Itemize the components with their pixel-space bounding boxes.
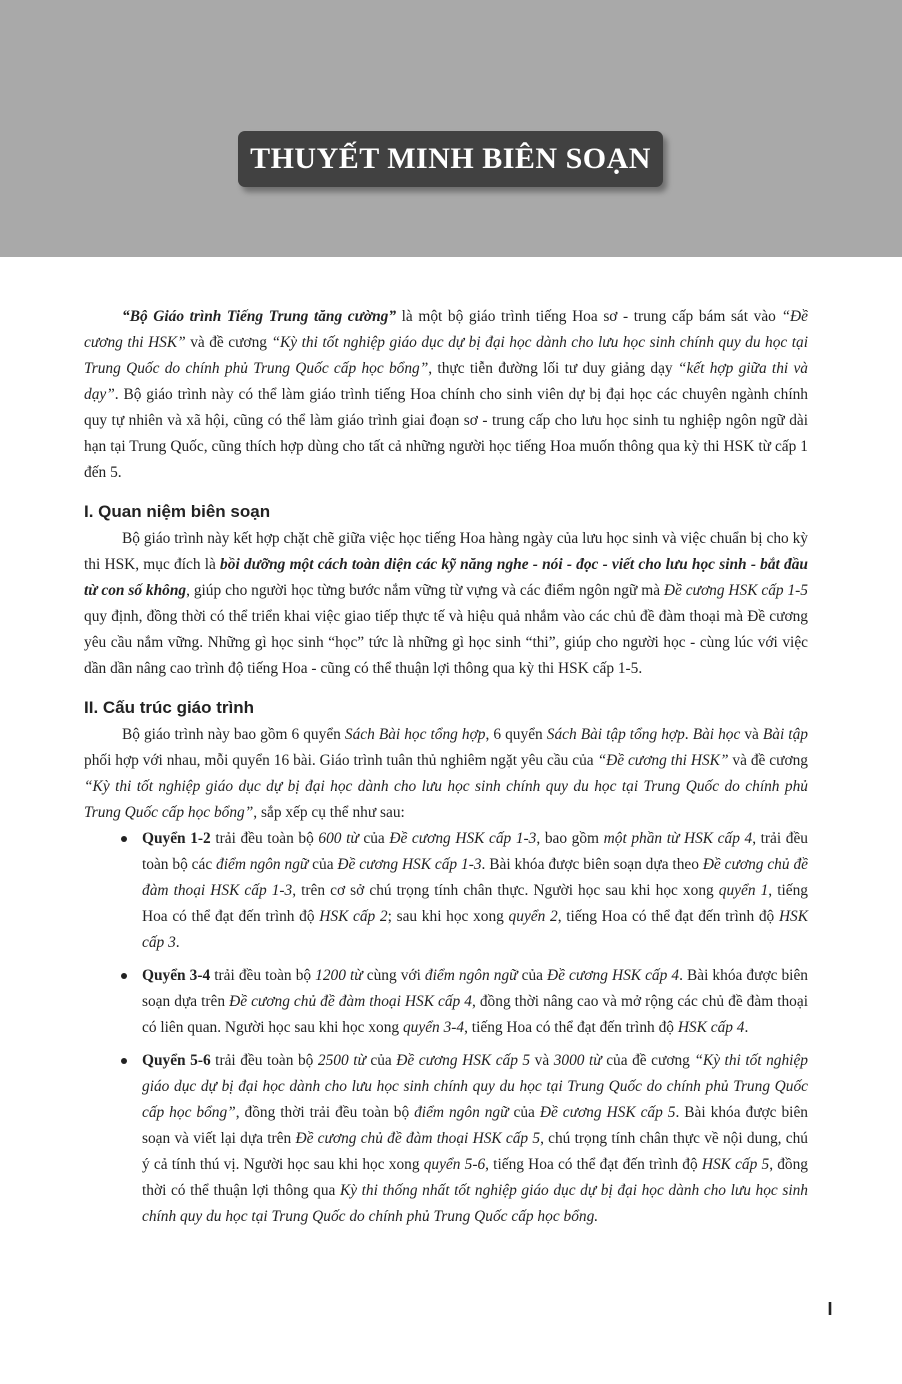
section-1-paragraph bbox=[84, 526, 808, 682]
volume-list bbox=[84, 826, 808, 1230]
text-run: của bbox=[517, 967, 548, 984]
text-run: Đề cương HSK cấp 1-3 bbox=[337, 856, 482, 873]
text-run: , giúp cho người học từng bước nắm vững từ vựng và các điểm ngôn ngữ mà bbox=[186, 582, 664, 599]
text-run: , tiếng Hoa có thể đạt đến trình độ bbox=[464, 1019, 678, 1036]
text-run: , đồng thời nâng cao và mở rộng các chủ đề đàm thoại có liên quan. Người học sau khi học xong bbox=[142, 993, 808, 1036]
content bbox=[84, 304, 808, 1237]
text-run: Đề cương HSK cấp 4 bbox=[547, 967, 680, 984]
page-title: THUYẾT MINH BIÊN SOẠN bbox=[250, 142, 651, 175]
text-run: , trên cơ sở chú trọng tính chân thực. Người học sau khi học xong bbox=[292, 882, 719, 899]
text-run: của bbox=[365, 1052, 397, 1069]
text-run: Bộ giáo trình này bao gồm 6 quyển bbox=[122, 726, 345, 743]
text-run: Đề cương HSK cấp 5 bbox=[396, 1052, 531, 1069]
text-run: , bao gồm bbox=[536, 830, 604, 847]
text-run: HSK cấp 4 bbox=[677, 1019, 745, 1036]
text-run: “kết hợp giữa thi và dạy” bbox=[84, 360, 808, 403]
section-2-heading: II. Cấu trúc giáo trình bbox=[84, 698, 255, 717]
text-run: Sách Bài tập tổng hợp bbox=[546, 726, 685, 743]
text-run: Đề cương HSK cấp 1-3 bbox=[389, 830, 537, 847]
text-run: của đề cương bbox=[601, 1052, 695, 1069]
text-run: “Kỳ thi tốt nghiệp giáo dục dự bị đại học dành cho lưu học sinh chính quy du học tại Trung Quốc do chính phủ Trung Quốc cấp học bổng” bbox=[84, 334, 808, 377]
text-run: một phần từ HSK cấp 4 bbox=[603, 830, 753, 847]
header-band bbox=[0, 0, 902, 257]
text-run: 1200 từ bbox=[315, 967, 363, 984]
text-run: quyển 3-4 bbox=[402, 1019, 465, 1036]
text-run: điểm ngôn ngữ bbox=[216, 856, 309, 873]
text-run: là một bộ giáo trình tiếng Hoa sơ - trung cấp bám sát vào bbox=[396, 308, 782, 325]
text-run: Đề cương chủ đề đàm thoại HSK cấp 5 bbox=[295, 1130, 541, 1147]
text-run: phối hợp với nhau, mỗi quyển 16 bài. Giáo trình tuân thủ nghiêm ngặt yêu cầu của bbox=[84, 752, 598, 769]
text-run: “Đề cương thi HSK” bbox=[84, 308, 808, 351]
title-box bbox=[238, 131, 663, 187]
text-run: , 6 quyển bbox=[485, 726, 547, 743]
text-run: , tiếng Hoa có thể đạt đến trình độ bbox=[557, 908, 779, 925]
text-run: quy định, đồng thời có thể triển khai việc giao tiếp thực tế và hiệu quả nhắm vào các chủ đề đàm thoại mà Đề cương yêu cầu nắm vững. Những gì học sinh “học” tức là những gì học sinh “thi”, giúp cho người học - cùng lúc với việc dần dần nâng cao trình độ tiếng Hoa - cũng có thể thuận lợi thông qua kỳ thi HSK cấp 1-5. bbox=[84, 608, 808, 677]
text-run: cùng với bbox=[362, 967, 425, 984]
text-run: “Bộ Giáo trình Tiếng Trung tăng cường” bbox=[122, 308, 397, 325]
text-run: . bbox=[684, 726, 693, 743]
text-run: và bbox=[740, 726, 763, 743]
text-run: và đề cương bbox=[728, 752, 808, 769]
text-run: . bbox=[744, 1019, 749, 1036]
text-run: “Kỳ thi tốt nghiệp giáo dục dự bị đại học dành cho lưu học sinh chính quy du học tại Trung Quốc do chính phủ Trung Quốc cấp học bổng” bbox=[142, 1052, 808, 1121]
text-run: HSK cấp 3 bbox=[142, 908, 809, 951]
text-run: Kỳ thi thống nhất tốt nghiệp giáo dục dự bị đại học dành cho lưu học sinh chính quy du học tại Trung Quốc do chính phủ Trung Quốc cấp học bổng. bbox=[142, 1182, 808, 1225]
text-run: trải đều toàn bộ bbox=[210, 967, 316, 984]
text-run: và đề cương bbox=[185, 334, 272, 351]
text-run: Sách Bài học tổng hợp bbox=[344, 726, 486, 743]
text-run: . Bài khóa được biên soạn dựa theo bbox=[481, 856, 703, 873]
text-run: quyển 5-6 bbox=[423, 1156, 486, 1173]
text-run: 3000 từ bbox=[553, 1052, 602, 1069]
text-run: “Đề cương thi HSK” bbox=[597, 752, 729, 769]
text-run: quyển 1 bbox=[718, 882, 769, 899]
text-run: , tiếng Hoa có thể đạt đến trình độ bbox=[142, 882, 808, 925]
text-run: Quyển 3-4 bbox=[142, 967, 211, 984]
text-run: , đồng thời trải đều toàn bộ bbox=[235, 1104, 415, 1121]
text-run: . Bộ giáo trình này có thể làm giáo trình tiếng Hoa chính cho sinh viên dự bị đại học các chuyên ngành chính quy tự nhiên và xã hội, cũng có thể làm giáo trình giai đoạn sơ - trung cấp cho lưu học sinh tu nghiệp ngôn ngữ dài hạn tại Trung Quốc, cũng thích hợp dùng cho tất cả những người học tiếng Hoa muốn thông qua kỳ thi HSK từ cấp 1 đến 5. bbox=[84, 386, 808, 481]
text-run: của bbox=[508, 1104, 540, 1121]
text-run: 600 từ bbox=[318, 830, 359, 847]
list-item bbox=[142, 1048, 808, 1230]
text-run: . Bài khóa được biên soạn dựa trên bbox=[142, 967, 808, 1010]
text-run: ; sau khi học xong bbox=[387, 908, 509, 925]
text-run: , tiếng Hoa có thể đạt đến trình độ bbox=[485, 1156, 702, 1173]
text-run: của bbox=[358, 830, 390, 847]
text-run: Đề cương chủ đề đàm thoại HSK cấp 4 bbox=[229, 993, 472, 1010]
list-item bbox=[142, 963, 808, 1041]
text-run: của bbox=[308, 856, 338, 873]
text-run: điểm ngôn ngữ bbox=[414, 1104, 509, 1121]
text-run: “Kỳ thi tốt nghiệp giáo dục dự bị đại học dành cho lưu học sinh chính quy du học tại Trung Quốc do chính phủ Trung Quốc cấp học bổng” bbox=[84, 778, 808, 821]
text-run: Quyển 5-6 bbox=[142, 1052, 211, 1069]
list-item bbox=[142, 826, 808, 956]
section-1-heading: I. Quan niệm biên soạn bbox=[84, 502, 271, 521]
text-run: , sắp xếp cụ thể như sau: bbox=[253, 804, 405, 821]
text-run: điểm ngôn ngữ bbox=[424, 967, 518, 984]
text-run: quyển 2 bbox=[508, 908, 558, 925]
text-run: , chú trọng tính chân thực về nội dung, chú ý cả tính thú vị. Người học sau khi học xong bbox=[142, 1130, 808, 1173]
text-run: Bộ giáo trình này kết hợp chặt chẽ giữa việc học tiếng Hoa hàng ngày của lưu học sinh và việc chuẩn bị cho kỳ thi HSK, mục đích là bbox=[84, 530, 808, 573]
text-run: bồi dưỡng một cách toàn diện các kỹ năng nghe - nói - đọc - viết cho lưu học sinh - bắt đầu từ con số không bbox=[84, 556, 808, 599]
text-run: HSK cấp 2 bbox=[319, 908, 388, 925]
page-number: I bbox=[827, 1299, 833, 1319]
text-run: và bbox=[530, 1052, 554, 1069]
text-run: , trải đều toàn bộ các bbox=[142, 830, 808, 873]
text-run: Đề cương chủ đề đàm thoại HSK cấp 1-3 bbox=[142, 856, 808, 899]
text-run: HSK cấp 5 bbox=[701, 1156, 770, 1173]
text-run: 2500 từ bbox=[317, 1052, 366, 1069]
section-2-paragraph bbox=[84, 722, 808, 826]
text-run: trải đều toàn bộ bbox=[210, 830, 319, 847]
intro-paragraph bbox=[84, 304, 808, 486]
text-run: Đề cương HSK cấp 1-5 bbox=[663, 582, 808, 599]
text-run: . Bài khóa được biên soạn và viết lại dựa trên bbox=[142, 1104, 808, 1147]
text-run: Bài tập bbox=[762, 726, 808, 743]
text-run: Quyển 1-2 bbox=[142, 830, 211, 847]
text-run: , thực tiễn đường lối tư duy giảng dạy bbox=[428, 360, 678, 377]
text-run: Đề cương HSK cấp 5 bbox=[539, 1104, 676, 1121]
text-run: . bbox=[175, 934, 180, 951]
text-run: Bài học bbox=[692, 726, 741, 743]
text-run: , đồng thời có thể thuận lợi thông qua bbox=[142, 1156, 808, 1199]
text-run: trải đều toàn bộ bbox=[210, 1052, 318, 1069]
